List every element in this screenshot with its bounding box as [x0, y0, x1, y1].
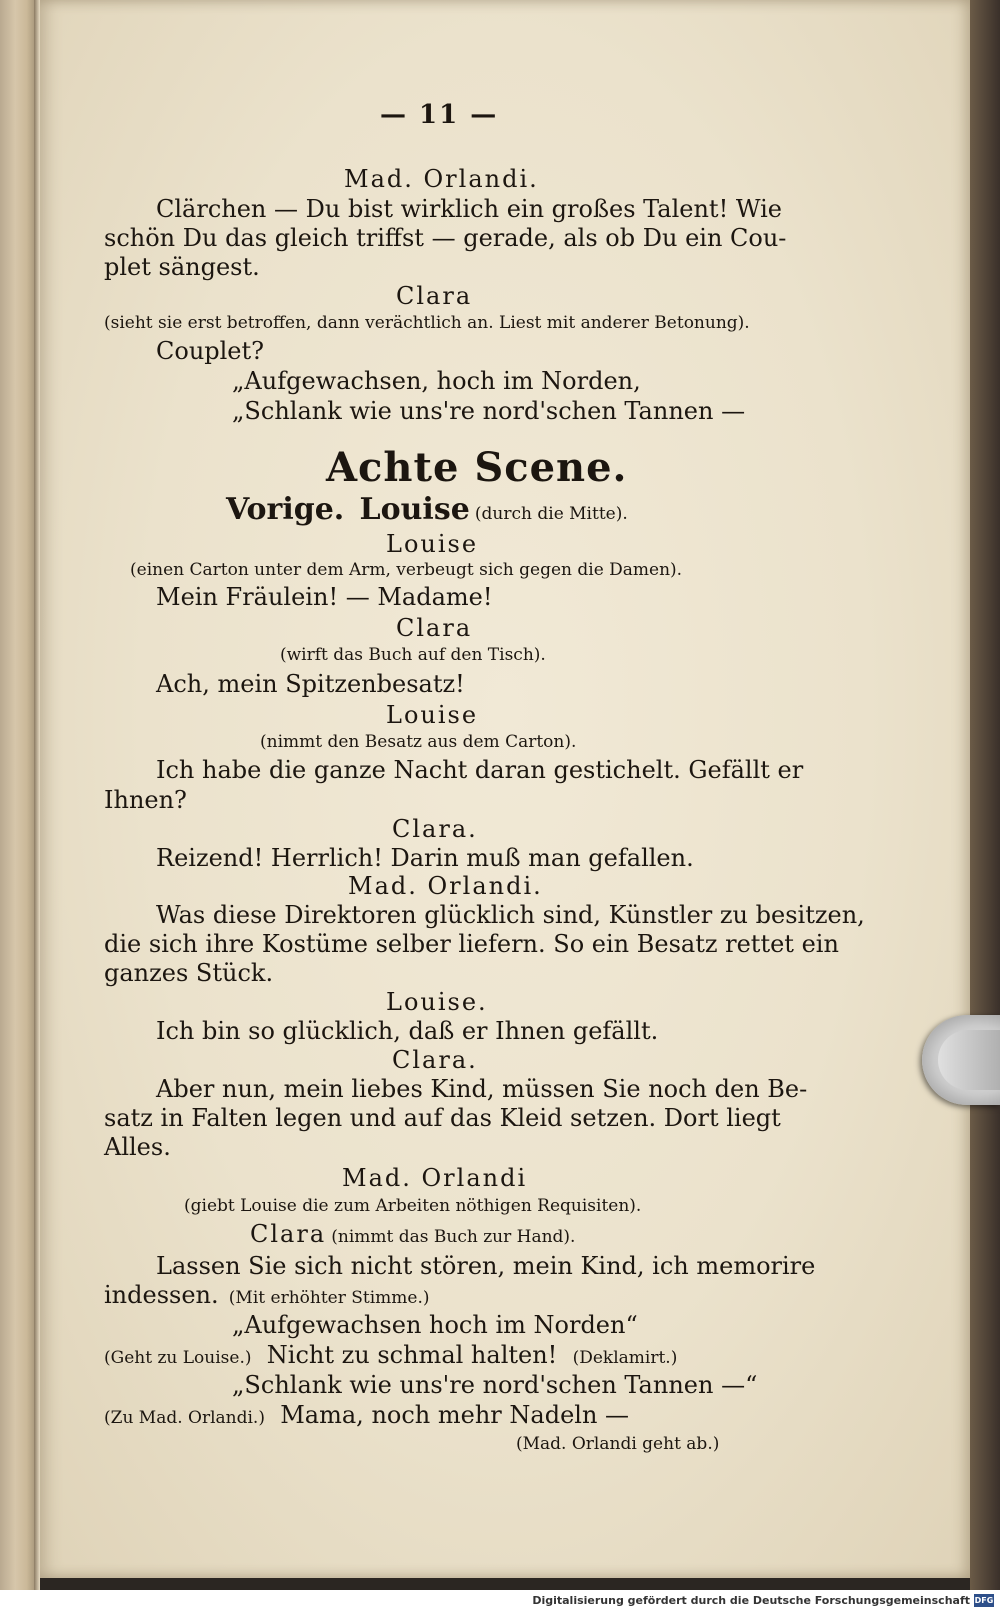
book-right-edge	[970, 0, 1000, 1590]
dialogue-line: Ich habe die ganze Nacht daran gestichelt. Gefällt er	[156, 756, 804, 784]
cast-entrance: (durch die Mitte).	[474, 504, 628, 524]
dialogue-line: Mein Fräulein! — Madame!	[156, 583, 493, 611]
scene-title: Achte Scene.	[326, 444, 628, 491]
dfg-logo: DFG	[974, 1596, 994, 1605]
dialogue-line: Clärchen — Du bist wirklich ein großes Talent! Wie	[156, 195, 782, 223]
speaker-name: Clara	[396, 282, 473, 310]
dialogue-line	[104, 1401, 629, 1429]
book-left-edge	[0, 0, 38, 1590]
stage-direction: (wirft das Buch auf den Tisch).	[280, 645, 546, 665]
speaker-name: Louise	[386, 530, 479, 558]
dialogue-text: Nicht zu schmal halten!	[266, 1341, 558, 1369]
cast-louise: Louise	[359, 492, 470, 527]
verse-line: „Schlank wie uns're nord'schen Tannen —	[232, 397, 746, 425]
stage-direction: (Zu Mad. Orlandi.)	[104, 1408, 265, 1428]
stage-direction: (sieht sie erst betroffen, dann verächtlich an. Liest mit anderer Betonung).	[104, 313, 750, 333]
stage-direction: (einen Carton unter dem Arm, verbeugt sich gegen die Damen).	[130, 560, 683, 580]
dialogue-text: Mama, noch mehr Nadeln —	[280, 1401, 630, 1429]
speaker-name: Mad. Orlandi.	[348, 872, 543, 900]
digitization-credit: Digitalisierung gefördert durch die Deutsche Forschungsgemeinschaft	[532, 1594, 970, 1607]
stage-direction: (Mit erhöhter Stimme.)	[228, 1288, 430, 1308]
dialogue-line: ganzes Stück.	[104, 959, 274, 987]
stage-direction: (nimmt den Besatz aus dem Carton).	[260, 732, 577, 752]
speaker-line	[250, 1220, 575, 1248]
dialogue-text: indessen.	[104, 1281, 219, 1309]
dialogue-line: Aber nun, mein liebes Kind, müssen Sie noch den Be-	[156, 1075, 808, 1103]
cast-previous: Vorige.	[226, 492, 345, 527]
verse-line: „Schlank wie uns're nord'schen Tannen —“	[232, 1371, 758, 1399]
speaker-name: Clara.	[392, 815, 478, 843]
dialogue-line: Ach, mein Spitzenbesatz!	[156, 670, 465, 698]
stage-direction: (giebt Louise die zum Arbeiten nöthigen Requisiten).	[184, 1196, 642, 1216]
verse-line: „Aufgewachsen, hoch im Norden,	[232, 367, 641, 395]
speaker-name: Mad. Orlandi.	[344, 165, 539, 193]
stage-direction: (nimmt das Buch zur Hand).	[331, 1227, 576, 1247]
dialogue-line	[104, 1281, 430, 1309]
speaker-name: Louise	[386, 701, 479, 729]
verse-line: „Aufgewachsen hoch im Norden“	[232, 1311, 638, 1339]
dialogue-line: die sich ihre Kostüme selber liefern. So ein Besatz rettet ein	[104, 930, 839, 958]
dialogue-line: Lassen Sie sich nicht stören, mein Kind, ich memorire	[156, 1252, 816, 1280]
dialogue-line	[104, 1341, 677, 1369]
stage-direction: (Deklamirt.)	[572, 1348, 678, 1368]
dialogue-line: plet sängest.	[104, 253, 260, 281]
dialogue-line: Alles.	[104, 1133, 171, 1161]
speaker-name: Clara	[250, 1220, 327, 1248]
speaker-name: Louise.	[386, 988, 488, 1016]
dialogue-line: schön Du das gleich triffst — gerade, als ob Du ein Cou-	[104, 224, 787, 252]
page-clip-inner	[938, 1030, 1000, 1090]
dialogue-line: Was diese Direktoren glücklich sind, Künstler zu besitzen,	[156, 901, 865, 929]
dialogue-line: Ich bin so glücklich, daß er Ihnen gefällt.	[156, 1017, 659, 1045]
dialogue-line: satz in Falten legen und auf das Kleid setzen. Dort liegt	[104, 1104, 781, 1132]
page-number: — 11 —	[380, 100, 499, 130]
stage-direction: (Geht zu Louise.)	[104, 1348, 252, 1368]
speaker-name: Clara.	[392, 1046, 478, 1074]
dialogue-line: Ihnen?	[104, 786, 187, 814]
scene-cast	[226, 492, 628, 527]
speaker-name: Clara	[396, 614, 473, 642]
dialogue-line: Couplet?	[156, 337, 265, 365]
stage-direction: (Mad. Orlandi geht ab.)	[516, 1434, 720, 1454]
speaker-name: Mad. Orlandi	[342, 1164, 528, 1192]
dialogue-line: Reizend! Herrlich! Darin muß man gefallen.	[156, 844, 694, 872]
